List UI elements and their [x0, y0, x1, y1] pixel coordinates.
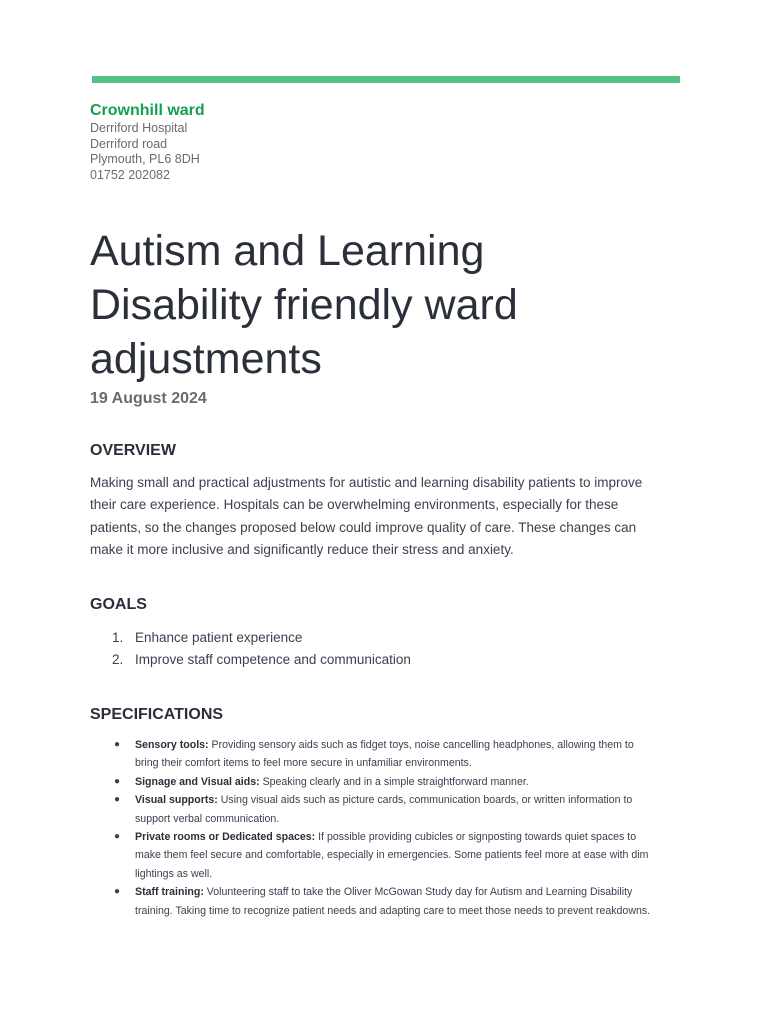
bullet-icon: ● [114, 831, 121, 843]
specification-item-staff-training [90, 883, 658, 920]
specifications-heading: SPECIFICATIONS [90, 706, 224, 723]
bullet-icon: ● [114, 794, 121, 806]
goal-number: 1. [112, 630, 124, 645]
specifications-list [90, 736, 658, 920]
specification-text: Volunteering staff to take the Oliver McGowan Study day for Autism and Learning Disability training. Taking time to recognize patient needs and adapting care to meet those needs to prevent reakdowns. [135, 886, 651, 917]
address-line-city: Plymouth, PL6 8DH [90, 152, 200, 167]
address-line-phone: 01752 202082 [90, 167, 170, 182]
address-line-hospital: Derriford Hospital [90, 121, 188, 135]
overview-paragraph: Making small and practical adjustments for autistic and learning disability patients to improve their care experience. Hospitals can be overwhelming environments, especially for these patients, so the changes proposed below could improve quality of care. These changes can make it more inclusive and significantly reduce their stress and anxiety. [90, 475, 643, 558]
goal-item [90, 627, 411, 649]
goal-item [90, 649, 411, 671]
goals-list [90, 627, 411, 671]
goal-number: 2. [112, 652, 124, 667]
goal-text: Improve staff competence and communication [135, 652, 411, 667]
specification-item-private-rooms [90, 828, 658, 883]
overview-heading: OVERVIEW [90, 442, 176, 459]
document-title: Autism and Learning Disability friendly ward adjustments [90, 227, 518, 383]
top-accent-rule [92, 76, 680, 83]
specification-text: If possible providing cubicles or signposting towards quiet spaces to make them feel secure and comfortable, especially in emergencies. Some patients feel more at ease with dim lightings as well. [135, 831, 649, 880]
specification-term: Signage and Visual aids: [135, 775, 260, 788]
goals-heading: GOALS [90, 596, 147, 613]
specification-text: Speaking clearly and in a simple straightforward manner. [259, 775, 529, 788]
bullet-icon: ● [114, 775, 121, 787]
bullet-icon: ● [114, 886, 121, 898]
ward-name: Crownhill ward [90, 102, 205, 119]
address-line-road: Derriford road [90, 136, 168, 151]
specification-term: Private rooms or Dedicated spaces: [135, 831, 316, 844]
specification-item-visual-supports [90, 791, 658, 828]
specification-term: Sensory tools: [135, 739, 209, 751]
specification-text: Providing sensory aids such as fidget toys, noise cancelling headphones, allowing them to bring their comfort items to feel more secure in unfamiliar environments. [135, 739, 634, 770]
specification-item-sensory-tools [90, 736, 658, 773]
specification-text: Using visual aids such as picture cards, communication boards, or written information to support verbal communication. [135, 794, 633, 825]
goal-text: Enhance patient experience [135, 630, 303, 645]
document-date: 19 August 2024 [90, 390, 207, 407]
specification-term: Visual supports: [135, 794, 218, 807]
specification-item-signage [90, 773, 658, 791]
ward-address [90, 121, 200, 183]
bullet-icon: ● [114, 739, 121, 750]
specification-term: Staff training: [135, 886, 204, 899]
